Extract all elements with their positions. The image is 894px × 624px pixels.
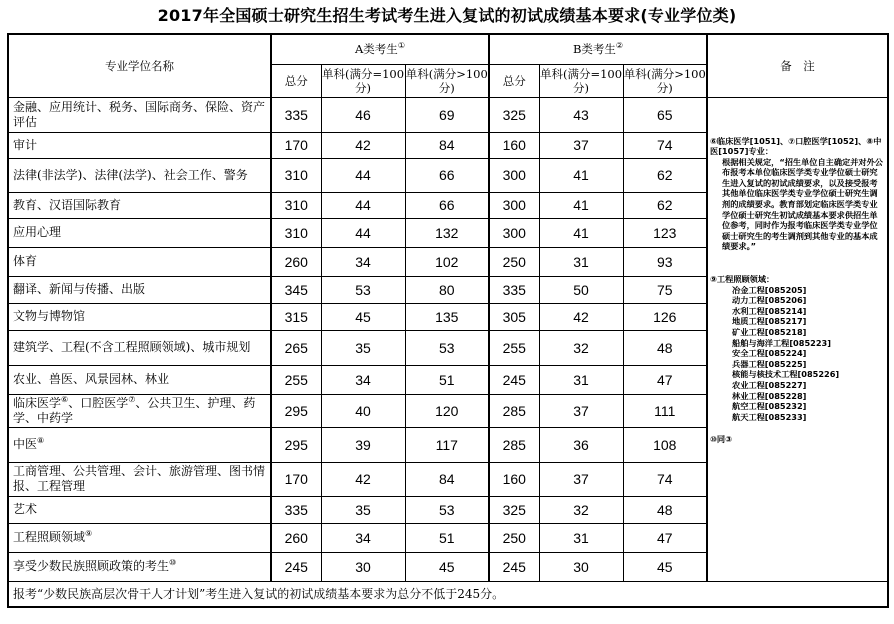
score-b-total: 160 (489, 462, 539, 496)
score-a-s2: 120 (405, 394, 489, 427)
major-name: 农业、兽医、风景园林、林业 (8, 365, 271, 394)
engineering-field: 矿业工程[085218] (732, 327, 807, 337)
note-minority: ⑩同③ (710, 434, 733, 445)
header-a-single-100: 单科(满分=100分) (321, 64, 405, 97)
note-medical: ⑥临床医学[1051]、⑦口腔医学[1052]、⑧中医[1057]专业： 根据相关规定，“招生单位自主确定并对外公布报考本单位临床医学类专业学位硕士研究生进入复试的初试成绩要求，以及接受报考其他单位临床医学类专业学位硕士研究生调剂的成绩要求。教育部划定临床医学类专业学位硕士研究生初试成绩基本要求供招生单位参考，同时作为报考临床医学类专业学位硕士研究生的考生调剂到其他专业的基本成绩要求。” (710, 135, 883, 252)
score-b-total: 245 (489, 365, 539, 394)
score-a-total: 310 (271, 158, 321, 192)
score-b-s2: 108 (623, 427, 707, 462)
score-b-s2: 75 (623, 276, 707, 303)
engineering-field: 林业工程[085228] (732, 390, 807, 401)
engineering-field: 航空工程[085232] (732, 401, 807, 412)
header-a-group: A类考生① (271, 34, 489, 64)
score-a-s1: 40 (321, 394, 405, 427)
score-a-total: 170 (271, 462, 321, 496)
major-name: 文物与博物馆 (8, 303, 271, 330)
score-a-s2: 69 (405, 97, 489, 132)
score-a-s1: 42 (321, 462, 405, 496)
score-a-s2: 132 (405, 218, 489, 247)
score-a-s1: 34 (321, 523, 405, 552)
score-b-total: 250 (489, 247, 539, 276)
score-a-s1: 44 (321, 192, 405, 218)
score-a-total: 335 (271, 97, 321, 132)
score-a-total: 255 (271, 365, 321, 394)
score-a-s1: 53 (321, 276, 405, 303)
engineering-field: 冶金工程[085205] (732, 284, 807, 295)
score-a-s1: 34 (321, 247, 405, 276)
score-b-s1: 42 (539, 303, 623, 330)
score-b-s2: 47 (623, 523, 707, 552)
engineering-field: 航天工程[085233] (732, 411, 807, 422)
score-table (7, 33, 889, 608)
score-a-s2: 51 (405, 523, 489, 552)
score-a-s2: 66 (405, 192, 489, 218)
score-b-s1: 41 (539, 218, 623, 247)
major-name: 工程照顾领域⑨ (8, 523, 271, 552)
score-a-s2: 53 (405, 330, 489, 365)
score-b-total: 300 (489, 192, 539, 218)
score-a-s2: 135 (405, 303, 489, 330)
score-b-total: 160 (489, 132, 539, 158)
score-b-s1: 31 (539, 365, 623, 394)
major-name: 享受少数民族照顾政策的考生⑩ (8, 552, 271, 581)
score-b-s2: 62 (623, 158, 707, 192)
score-b-total: 325 (489, 97, 539, 132)
notes-cell (707, 97, 888, 581)
score-a-total: 295 (271, 427, 321, 462)
engineering-field: 动力工程[085206] (732, 295, 807, 306)
major-name: 应用心理 (8, 218, 271, 247)
score-a-total: 260 (271, 247, 321, 276)
score-b-s2: 74 (623, 132, 707, 158)
score-b-total: 285 (489, 427, 539, 462)
header-b-total: 总分 (489, 64, 539, 97)
score-b-total: 250 (489, 523, 539, 552)
score-b-total: 245 (489, 552, 539, 581)
note-engineering: ⑨工程照顾领域： 冶金工程[085205] 动力工程[085206] 水利工程[085214] 地质工程[085217] 矿业工程[085218] 船舶与海洋工程[085223] 安全工程[085224] 兵器工程[085225] 核能与核技术工程[085226] 农业工程[085227] 林业工程[085228] 航空工程[085232] 航天工程[085233] (710, 274, 885, 422)
header-a-single-gt100: 单科(满分>100分) (405, 64, 489, 97)
header-b-single-100: 单科(满分=100分) (539, 64, 623, 97)
score-a-s1: 30 (321, 552, 405, 581)
major-name: 工商管理、公共管理、会计、旅游管理、图书情报、工程管理 (8, 462, 271, 496)
score-b-total: 335 (489, 276, 539, 303)
score-a-total: 315 (271, 303, 321, 330)
header-a-total: 总分 (271, 64, 321, 97)
page-title: 2017年全国硕士研究生招生考试考生进入复试的初试成绩基本要求(专业学位类) (157, 6, 737, 25)
major-name: 教育、汉语国际教育 (8, 192, 271, 218)
engineering-field: 安全工程[085224] (732, 348, 807, 359)
score-a-total: 245 (271, 552, 321, 581)
score-a-s1: 35 (321, 330, 405, 365)
table-row (8, 97, 888, 132)
header-major: 专业学位名称 (8, 34, 271, 97)
score-b-s2: 123 (623, 218, 707, 247)
score-a-s2: 84 (405, 462, 489, 496)
engineering-field: 核能与核技术工程[085226] (732, 369, 840, 380)
score-a-s1: 42 (321, 132, 405, 158)
score-a-s2: 102 (405, 247, 489, 276)
score-a-total: 335 (271, 496, 321, 523)
score-b-s2: 47 (623, 365, 707, 394)
major-name: 中医⑧ (8, 427, 271, 462)
score-a-total: 295 (271, 394, 321, 427)
score-b-total: 300 (489, 158, 539, 192)
score-a-s1: 45 (321, 303, 405, 330)
major-name: 法律(非法学)、法律(法学)、社会工作、警务 (8, 158, 271, 192)
score-a-s1: 35 (321, 496, 405, 523)
major-name: 体育 (8, 247, 271, 276)
header-b-single-gt100: 单科(满分>100分) (623, 64, 707, 97)
score-b-total: 300 (489, 218, 539, 247)
score-b-s1: 50 (539, 276, 623, 303)
score-b-total: 305 (489, 303, 539, 330)
score-a-s2: 66 (405, 158, 489, 192)
score-a-s2: 51 (405, 365, 489, 394)
footer-row (8, 581, 888, 607)
score-b-s1: 41 (539, 158, 623, 192)
score-b-s2: 62 (623, 192, 707, 218)
score-b-s2: 74 (623, 462, 707, 496)
score-a-s1: 44 (321, 218, 405, 247)
score-a-s1: 34 (321, 365, 405, 394)
score-a-s2: 80 (405, 276, 489, 303)
score-b-s2: 48 (623, 330, 707, 365)
major-name: 审计 (8, 132, 271, 158)
score-a-total: 260 (271, 523, 321, 552)
major-name: 临床医学⑥、口腔医学⑦、公共卫生、护理、药学、中药学 (8, 394, 271, 427)
score-b-s2: 111 (623, 394, 707, 427)
score-b-s1: 37 (539, 394, 623, 427)
score-a-s1: 46 (321, 97, 405, 132)
score-b-s1: 32 (539, 330, 623, 365)
score-b-s2: 48 (623, 496, 707, 523)
score-b-s1: 37 (539, 462, 623, 496)
score-a-total: 310 (271, 218, 321, 247)
header-row-1 (8, 34, 888, 64)
score-b-total: 325 (489, 496, 539, 523)
score-b-s2: 93 (623, 247, 707, 276)
score-a-total: 170 (271, 132, 321, 158)
score-b-s1: 41 (539, 192, 623, 218)
score-b-s1: 31 (539, 247, 623, 276)
score-a-total: 345 (271, 276, 321, 303)
score-b-total: 255 (489, 330, 539, 365)
score-b-s2: 45 (623, 552, 707, 581)
score-b-s2: 65 (623, 97, 707, 132)
major-name: 艺术 (8, 496, 271, 523)
score-a-s1: 44 (321, 158, 405, 192)
score-b-total: 285 (489, 394, 539, 427)
score-a-s2: 45 (405, 552, 489, 581)
score-a-total: 265 (271, 330, 321, 365)
score-a-s2: 84 (405, 132, 489, 158)
score-b-s1: 36 (539, 427, 623, 462)
score-b-s1: 43 (539, 97, 623, 132)
engineering-field: 水利工程[085214] (732, 305, 807, 316)
footer-note: 报考“少数民族高层次骨干人才计划”考生进入复试的初试成绩基本要求为总分不低于245分。 (8, 581, 888, 607)
score-b-s1: 30 (539, 552, 623, 581)
engineering-field: 地质工程[085217] (732, 316, 807, 327)
engineering-field: 兵器工程[085225] (732, 358, 807, 369)
score-b-s1: 37 (539, 132, 623, 158)
score-b-s2: 126 (623, 303, 707, 330)
major-name: 翻译、新闻与传播、出版 (8, 276, 271, 303)
score-b-s1: 31 (539, 523, 623, 552)
score-a-s2: 117 (405, 427, 489, 462)
major-name: 建筑学、工程(不含工程照顾领域)、城市规划 (8, 330, 271, 365)
score-a-s2: 53 (405, 496, 489, 523)
score-b-s1: 32 (539, 496, 623, 523)
major-name: 金融、应用统计、税务、国际商务、保险、资产评估 (8, 97, 271, 132)
score-a-s1: 39 (321, 427, 405, 462)
engineering-field: 船舶与海洋工程[085223] (732, 337, 831, 348)
header-notes: 备 注 (707, 34, 888, 97)
score-a-total: 310 (271, 192, 321, 218)
engineering-field: 农业工程[085227] (732, 379, 807, 390)
header-b-group: B类考生② (489, 34, 707, 64)
